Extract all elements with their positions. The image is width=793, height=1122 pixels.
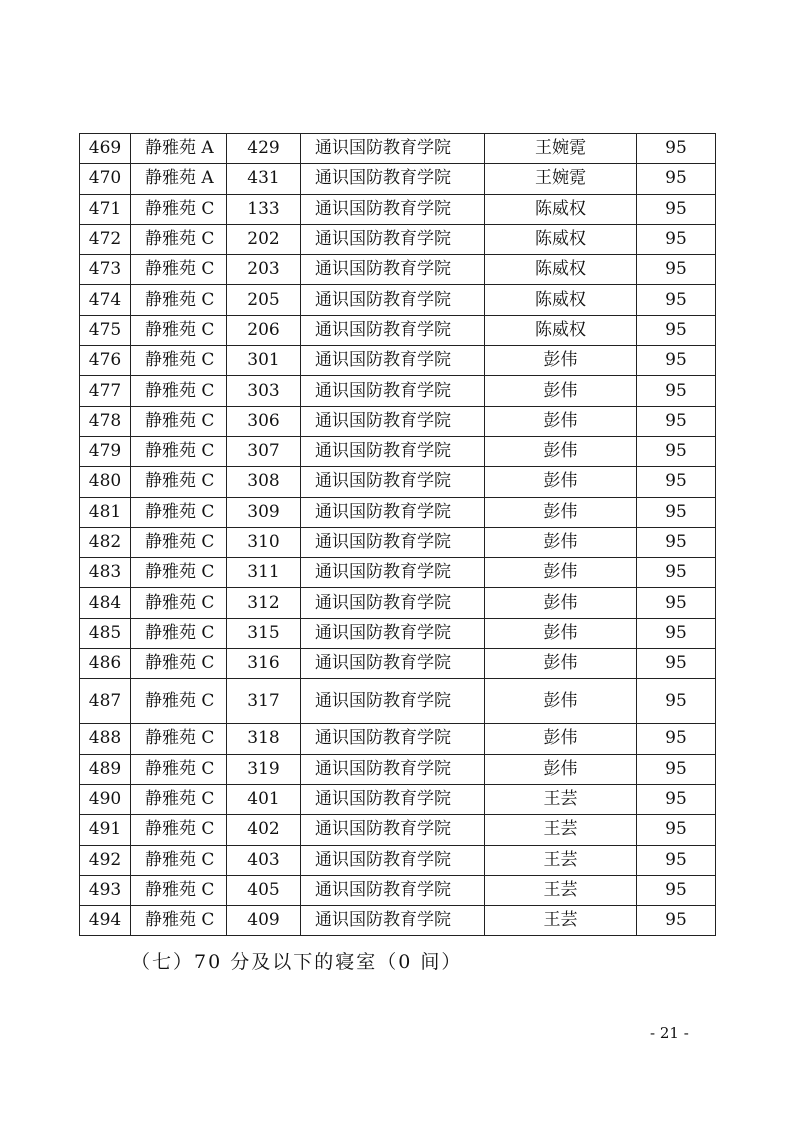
building-cell: 静雅苑 A xyxy=(131,134,227,164)
score-cell: 95 xyxy=(637,527,716,557)
row-index-cell: 492 xyxy=(80,845,131,875)
table-row xyxy=(80,134,716,164)
college-cell: 通识国防教育学院 xyxy=(301,649,485,679)
room-number-cell: 203 xyxy=(227,255,301,285)
page-number: - 21 - xyxy=(650,1024,689,1042)
building-cell: 静雅苑 C xyxy=(131,906,227,936)
counselor-cell: 彭伟 xyxy=(485,346,637,376)
row-index-cell: 479 xyxy=(80,436,131,466)
table-row xyxy=(80,406,716,436)
college-cell: 通识国防教育学院 xyxy=(301,815,485,845)
row-index-cell: 486 xyxy=(80,649,131,679)
building-cell: 静雅苑 C xyxy=(131,224,227,254)
room-number-cell: 402 xyxy=(227,815,301,845)
row-index-cell: 469 xyxy=(80,134,131,164)
table-body xyxy=(80,134,716,936)
row-index-cell: 476 xyxy=(80,346,131,376)
section-heading: （七）70 分及以下的寝室（0 间） xyxy=(131,951,463,973)
table-row xyxy=(80,649,716,679)
score-cell: 95 xyxy=(637,467,716,497)
row-index-cell: 494 xyxy=(80,906,131,936)
counselor-cell: 王婉霓 xyxy=(485,134,637,164)
score-cell: 95 xyxy=(637,134,716,164)
room-number-cell: 308 xyxy=(227,467,301,497)
college-cell: 通识国防教育学院 xyxy=(301,558,485,588)
room-number-cell: 318 xyxy=(227,724,301,754)
college-cell: 通识国防教育学院 xyxy=(301,497,485,527)
score-cell: 95 xyxy=(637,164,716,194)
room-number-cell: 301 xyxy=(227,346,301,376)
row-index-cell: 471 xyxy=(80,194,131,224)
college-cell: 通识国防教育学院 xyxy=(301,845,485,875)
college-cell: 通识国防教育学院 xyxy=(301,875,485,905)
room-number-cell: 317 xyxy=(227,679,301,724)
room-number-cell: 403 xyxy=(227,845,301,875)
college-cell: 通识国防教育学院 xyxy=(301,346,485,376)
table-row xyxy=(80,346,716,376)
building-cell: 静雅苑 C xyxy=(131,406,227,436)
row-index-cell: 472 xyxy=(80,224,131,254)
building-cell: 静雅苑 C xyxy=(131,467,227,497)
row-index-cell: 493 xyxy=(80,875,131,905)
counselor-cell: 彭伟 xyxy=(485,376,637,406)
building-cell: 静雅苑 C xyxy=(131,784,227,814)
table-row xyxy=(80,527,716,557)
row-index-cell: 489 xyxy=(80,754,131,784)
college-cell: 通识国防教育学院 xyxy=(301,194,485,224)
building-cell: 静雅苑 A xyxy=(131,164,227,194)
room-number-cell: 307 xyxy=(227,436,301,466)
counselor-cell: 王芸 xyxy=(485,875,637,905)
score-cell: 95 xyxy=(637,558,716,588)
score-cell: 95 xyxy=(637,906,716,936)
table-row xyxy=(80,845,716,875)
counselor-cell: 彭伟 xyxy=(485,406,637,436)
counselor-cell: 彭伟 xyxy=(485,436,637,466)
room-number-cell: 205 xyxy=(227,285,301,315)
counselor-cell: 彭伟 xyxy=(485,467,637,497)
building-cell: 静雅苑 C xyxy=(131,255,227,285)
row-index-cell: 477 xyxy=(80,376,131,406)
college-cell: 通识国防教育学院 xyxy=(301,724,485,754)
table-row xyxy=(80,906,716,936)
counselor-cell: 彭伟 xyxy=(485,679,637,724)
table-row xyxy=(80,224,716,254)
row-index-cell: 485 xyxy=(80,618,131,648)
score-cell: 95 xyxy=(637,815,716,845)
college-cell: 通识国防教育学院 xyxy=(301,784,485,814)
room-number-cell: 206 xyxy=(227,315,301,345)
building-cell: 静雅苑 C xyxy=(131,346,227,376)
counselor-cell: 彭伟 xyxy=(485,649,637,679)
counselor-cell: 王芸 xyxy=(485,845,637,875)
score-cell: 95 xyxy=(637,224,716,254)
score-cell: 95 xyxy=(637,784,716,814)
building-cell: 静雅苑 C xyxy=(131,315,227,345)
building-cell: 静雅苑 C xyxy=(131,875,227,905)
table-row xyxy=(80,875,716,905)
table-row xyxy=(80,754,716,784)
counselor-cell: 陈威权 xyxy=(485,224,637,254)
table-row xyxy=(80,784,716,814)
score-cell: 95 xyxy=(637,754,716,784)
building-cell: 静雅苑 C xyxy=(131,497,227,527)
building-cell: 静雅苑 C xyxy=(131,679,227,724)
counselor-cell: 王芸 xyxy=(485,784,637,814)
row-index-cell: 481 xyxy=(80,497,131,527)
score-cell: 95 xyxy=(637,315,716,345)
college-cell: 通识国防教育学院 xyxy=(301,406,485,436)
building-cell: 静雅苑 C xyxy=(131,376,227,406)
college-cell: 通识国防教育学院 xyxy=(301,906,485,936)
counselor-cell: 彭伟 xyxy=(485,497,637,527)
table-row xyxy=(80,679,716,724)
room-number-cell: 312 xyxy=(227,588,301,618)
college-cell: 通识国防教育学院 xyxy=(301,754,485,784)
row-index-cell: 480 xyxy=(80,467,131,497)
score-cell: 95 xyxy=(637,588,716,618)
table-row xyxy=(80,164,716,194)
building-cell: 静雅苑 C xyxy=(131,845,227,875)
counselor-cell: 陈威权 xyxy=(485,255,637,285)
score-cell: 95 xyxy=(637,255,716,285)
room-number-cell: 311 xyxy=(227,558,301,588)
room-number-cell: 405 xyxy=(227,875,301,905)
table-row xyxy=(80,194,716,224)
score-cell: 95 xyxy=(637,346,716,376)
college-cell: 通识国防教育学院 xyxy=(301,315,485,345)
counselor-cell: 王芸 xyxy=(485,815,637,845)
table-row xyxy=(80,815,716,845)
row-index-cell: 483 xyxy=(80,558,131,588)
room-number-cell: 309 xyxy=(227,497,301,527)
college-cell: 通识国防教育学院 xyxy=(301,679,485,724)
room-number-cell: 310 xyxy=(227,527,301,557)
college-cell: 通识国防教育学院 xyxy=(301,376,485,406)
counselor-cell: 彭伟 xyxy=(485,754,637,784)
row-index-cell: 487 xyxy=(80,679,131,724)
row-index-cell: 473 xyxy=(80,255,131,285)
college-cell: 通识国防教育学院 xyxy=(301,134,485,164)
table-row xyxy=(80,255,716,285)
dormitory-score-table-wrapper xyxy=(79,133,715,936)
building-cell: 静雅苑 C xyxy=(131,724,227,754)
row-index-cell: 478 xyxy=(80,406,131,436)
college-cell: 通识国防教育学院 xyxy=(301,224,485,254)
row-index-cell: 470 xyxy=(80,164,131,194)
college-cell: 通识国防教育学院 xyxy=(301,285,485,315)
building-cell: 静雅苑 C xyxy=(131,194,227,224)
college-cell: 通识国防教育学院 xyxy=(301,436,485,466)
score-cell: 95 xyxy=(637,497,716,527)
counselor-cell: 陈威权 xyxy=(485,194,637,224)
room-number-cell: 306 xyxy=(227,406,301,436)
counselor-cell: 彭伟 xyxy=(485,618,637,648)
building-cell: 静雅苑 C xyxy=(131,558,227,588)
college-cell: 通识国防教育学院 xyxy=(301,467,485,497)
dormitory-score-table xyxy=(79,133,716,936)
room-number-cell: 316 xyxy=(227,649,301,679)
counselor-cell: 彭伟 xyxy=(485,588,637,618)
row-index-cell: 482 xyxy=(80,527,131,557)
row-index-cell: 484 xyxy=(80,588,131,618)
room-number-cell: 133 xyxy=(227,194,301,224)
room-number-cell: 401 xyxy=(227,784,301,814)
table-row xyxy=(80,467,716,497)
building-cell: 静雅苑 C xyxy=(131,527,227,557)
counselor-cell: 王芸 xyxy=(485,906,637,936)
room-number-cell: 303 xyxy=(227,376,301,406)
building-cell: 静雅苑 C xyxy=(131,815,227,845)
score-cell: 95 xyxy=(637,845,716,875)
counselor-cell: 彭伟 xyxy=(485,724,637,754)
building-cell: 静雅苑 C xyxy=(131,649,227,679)
score-cell: 95 xyxy=(637,618,716,648)
building-cell: 静雅苑 C xyxy=(131,618,227,648)
table-row xyxy=(80,497,716,527)
counselor-cell: 陈威权 xyxy=(485,285,637,315)
row-index-cell: 491 xyxy=(80,815,131,845)
table-row xyxy=(80,285,716,315)
row-index-cell: 490 xyxy=(80,784,131,814)
room-number-cell: 202 xyxy=(227,224,301,254)
table-row xyxy=(80,724,716,754)
score-cell: 95 xyxy=(637,649,716,679)
score-cell: 95 xyxy=(637,376,716,406)
college-cell: 通识国防教育学院 xyxy=(301,164,485,194)
college-cell: 通识国防教育学院 xyxy=(301,255,485,285)
counselor-cell: 彭伟 xyxy=(485,527,637,557)
room-number-cell: 431 xyxy=(227,164,301,194)
counselor-cell: 陈威权 xyxy=(485,315,637,345)
score-cell: 95 xyxy=(637,406,716,436)
row-index-cell: 474 xyxy=(80,285,131,315)
row-index-cell: 475 xyxy=(80,315,131,345)
table-row xyxy=(80,436,716,466)
score-cell: 95 xyxy=(637,194,716,224)
score-cell: 95 xyxy=(637,436,716,466)
table-row xyxy=(80,376,716,406)
row-index-cell: 488 xyxy=(80,724,131,754)
table-row xyxy=(80,315,716,345)
table-row xyxy=(80,558,716,588)
counselor-cell: 王婉霓 xyxy=(485,164,637,194)
table-row xyxy=(80,618,716,648)
building-cell: 静雅苑 C xyxy=(131,436,227,466)
score-cell: 95 xyxy=(637,724,716,754)
score-cell: 95 xyxy=(637,875,716,905)
college-cell: 通识国防教育学院 xyxy=(301,527,485,557)
college-cell: 通识国防教育学院 xyxy=(301,588,485,618)
counselor-cell: 彭伟 xyxy=(485,558,637,588)
building-cell: 静雅苑 C xyxy=(131,285,227,315)
building-cell: 静雅苑 C xyxy=(131,754,227,784)
room-number-cell: 319 xyxy=(227,754,301,784)
room-number-cell: 315 xyxy=(227,618,301,648)
college-cell: 通识国防教育学院 xyxy=(301,618,485,648)
score-cell: 95 xyxy=(637,679,716,724)
table-row xyxy=(80,588,716,618)
building-cell: 静雅苑 C xyxy=(131,588,227,618)
room-number-cell: 409 xyxy=(227,906,301,936)
score-cell: 95 xyxy=(637,285,716,315)
room-number-cell: 429 xyxy=(227,134,301,164)
